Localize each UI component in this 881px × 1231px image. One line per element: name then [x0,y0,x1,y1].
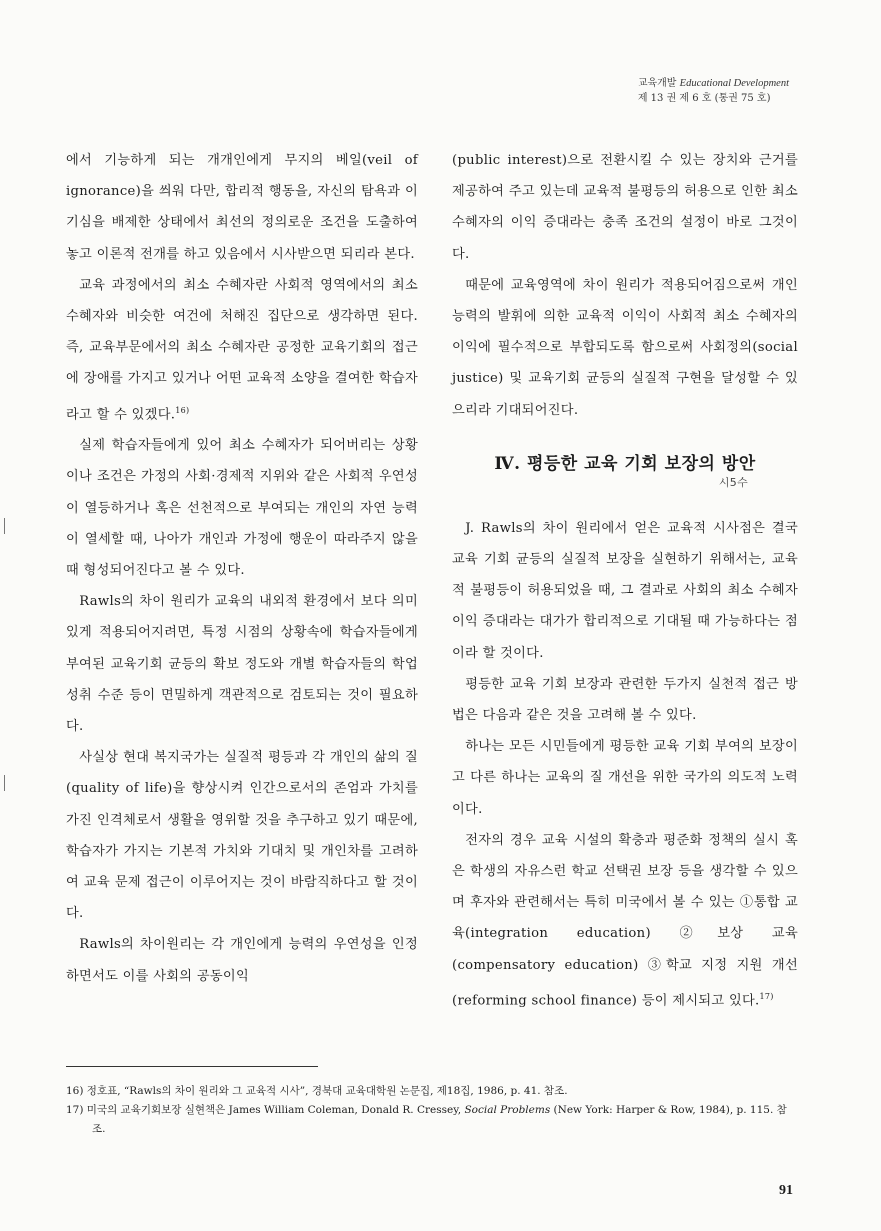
page-number: 91 [779,1183,793,1198]
paragraph-text: 전자의 경우 교육 시설의 확충과 평준화 정책의 실시 혹은 학생의 자유스런 학교 선택권 보장 등을 생각할 수 있으며 후자와 관련해서는 특히 미국에서 볼 수 있는 ①통합 교육(integration education) ②보상 교육(compensatory education) ③학교 지정 지원 개선(reforming school finance) 등이 제시되고 있다. [452,832,798,1009]
paragraph: 에서 기능하게 되는 개개인에게 무지의 베일(veil of ignorance)을 씌워 다만, 합리적 행동을, 자신의 탐욕과 이기심을 배제한 상태에서 최선의 정의로운 조건을 도출하여 놓고 이론적 전개를 하고 있음에서 시사받으면 되리라 본다. [66,153,418,262]
paragraph [66,270,418,430]
journal-name-en: Educational Development [679,78,789,89]
paragraph: Rawls의 차이 원리가 교육의 내외적 환경에서 보다 의미있게 적용되어지려면, 특정 시점의 상황속에 학습자들에게 부여된 교육기회 균등의 확보 정도와 개별 학습자들의 학업 성취 수준 등이 면밀하게 객관적으로 검토되는 것이 필요하다. [66,594,418,735]
margin-mark [4,775,5,791]
running-header [638,76,789,106]
journal-name [638,76,789,91]
paragraph: Rawls의 차이원리는 각 개인에게 능력의 우연성을 인정하면서도 이를 사회의 공동이익 [66,937,418,984]
footnote-17 [66,1101,796,1139]
margin-mark [4,518,5,534]
left-column [66,145,418,992]
paragraph: 사실상 현대 복지국가는 실질적 평등과 각 개인의 삶의 질(quality of life)을 향상시켜 인간으로서의 존엄과 가치를 가진 인격체로서 생활을 영위할 것을 추구하고 있기 때문에, 학습자가 가지는 기본적 가치와 기대치 및 개인차를 고려하여 교육 문제 접근이 이루어지는 것이 바람직하다고 할 것이다. [66,750,418,922]
footnote-divider [66,1066,318,1067]
issue-info: 제 13 권 제 6 호 (통권 75 호) [637,93,771,104]
footnotes [66,1082,796,1139]
right-column [452,145,798,1016]
footnote-17-title: Social Problems [464,1104,551,1116]
paragraph: 실제 학습자들에게 있어 최소 수혜자가 되어버리는 상황이나 조건은 가정의 사회·경제적 지위와 같은 사회적 우연성이 열등하거나 혹은 선천적으로 부여되는 개인의 자연 능력이 열세할 때, 나아가 개인과 가정에 행운이 따라주지 않을 때 형성되어진다고 볼 수 있다. [66,438,418,579]
footnote-17-text: 17) 미국의 교육기회보장 실현책은 James William Coleman, Donald R. Cressey, [66,1104,465,1116]
paragraph: 하나는 모든 시민들에게 평등한 교육 기회 부여의 보장이고 다른 하나는 교육의 질 개선을 위한 국가의 의도적 노력이다. [452,739,798,817]
paragraph: (public interest)으로 전환시킬 수 있는 장치와 근거를 제공하여 주고 있는데 교육적 불평등의 허용으로 인한 최소 수혜자의 이익 증대라는 충족 조건의 설정이 바로 그것이다. [452,153,798,262]
footnote-16: 16) 정호표, “Rawls의 차이 원리와 그 교육적 시사”, 경북대 교육대학원 논문집, 제18집, 1986, p. 41. 참조. [66,1085,568,1097]
handwritten-note: 시5수 [718,475,748,489]
footnote-17-text-end: (New York: Harper & Row, 1984), p. 115. 참조. [92,1104,787,1135]
paragraph: 때문에 교육영역에 차이 원리가 적용되어짐으로써 개인 능력의 발휘에 의한 교육적 이익이 사회적 최소 수혜자의 이익에 필수적으로 부합되도록 함으로써 사회정의(social justice) 및 교육기회 균등의 실질적 구현을 달성할 수 있으리라 기대되어진다. [452,277,798,418]
paragraph: J. Rawls의 차이 원리에서 얻은 교육적 시사점은 결국 교육 기회 균등의 실질적 보장을 실현하기 위해서는, 교육적 불평등이 허용되었을 때, 그 결과로 사회의 최소 수혜자 이익 증대라는 대가가 합리적으로 기대될 때 가능하다는 점이라 할 것이다. [452,520,798,661]
footnote-ref: 17) [759,991,774,1001]
journal-name-ko: 교육개발 [637,78,677,89]
footnote-ref: 16) [175,405,190,415]
paragraph: 평등한 교육 기회 보장과 관련한 두가지 실천적 접근 방법은 다음과 같은 것을 고려해 볼 수 있다. [452,676,798,724]
section-heading: Ⅳ. 평등한 교육 기회 보장의 방안 [494,453,756,474]
paragraph-text: 교육 과정에서의 최소 수혜자란 사회적 영역에서의 최소 수혜자와 비슷한 여건에 처해진 집단으로 생각하면 된다. 즉, 교육부문에서의 최소 수혜자란 공정한 교육기회의 접근에 장애를 가지고 있거나 어떤 교육적 소양을 결여한 학습자라고 할 수 있겠다. [66,277,418,423]
paragraph [452,825,798,1017]
